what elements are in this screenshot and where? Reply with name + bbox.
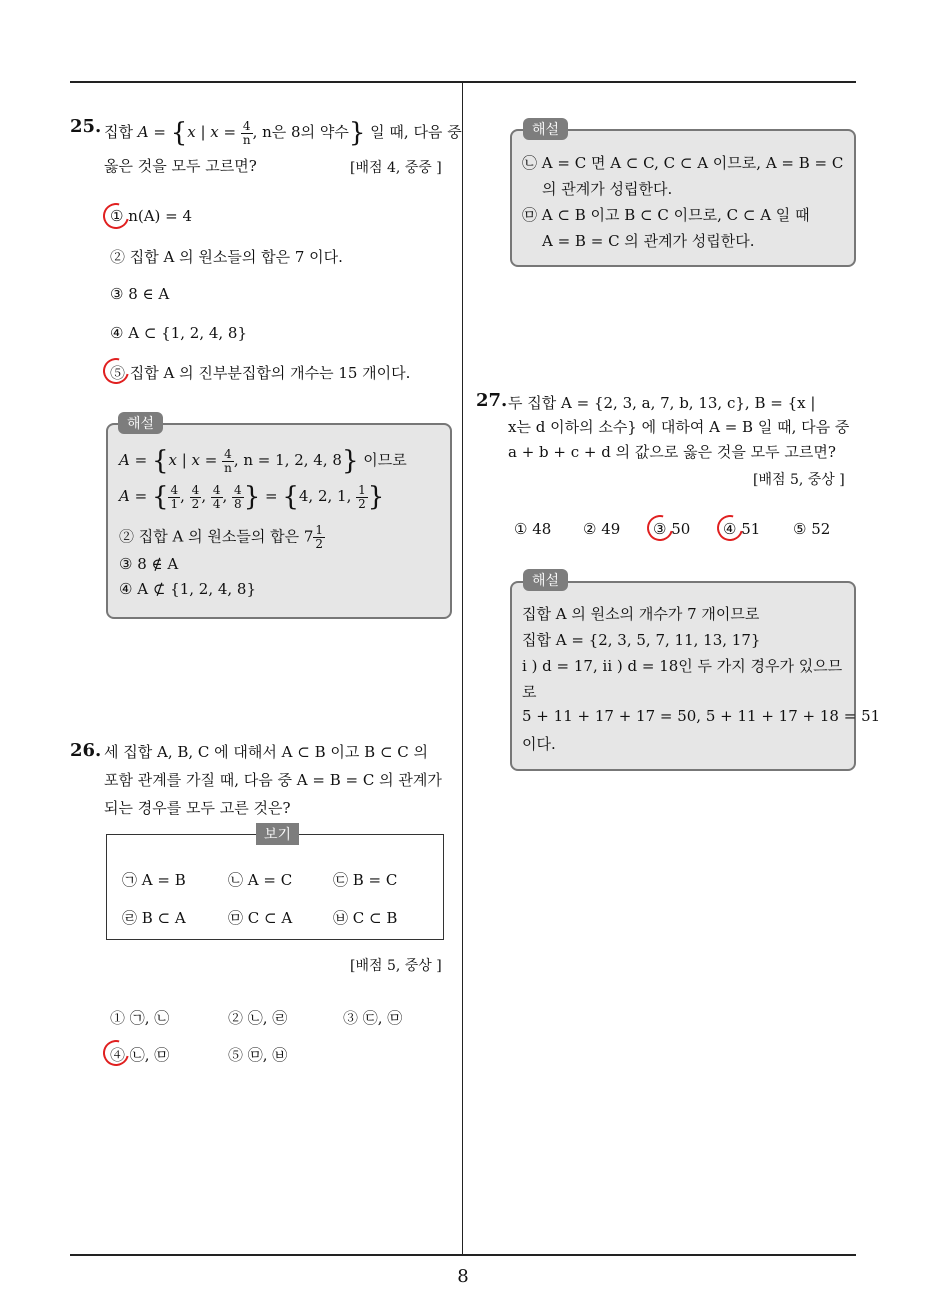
bottom-rule [70, 1254, 856, 1256]
q26-bogi-item-3: ㉢ B = C [333, 871, 398, 889]
q26-option-4[interactable]: ④ ㉡, ㉤ [110, 1046, 170, 1064]
q25-solution-tag: 해설 [118, 412, 163, 434]
q27-option-5[interactable]: ⑤ 52 [793, 520, 831, 538]
q27-stem-line3: a + b + c + d 의 값으로 옳은 것을 모두 고르면? [508, 443, 836, 461]
q27-sol-line3: i ) d = 17, ii ) d = 18인 두 가지 경우가 있으므 [522, 657, 843, 675]
q27-answer-mark-4 [712, 510, 748, 546]
q25-sol-line4: ③ 8 ∉ A [119, 555, 179, 573]
q25-sol-line2: A = { $\frac{4}{1}$ , $\frac{4}{2}$ , $\frac{4}{4}$ , $\frac{4}{8}$ } = {4, 2, 1, $\frac{1}{2}$ } [119, 482, 385, 512]
q26-sol-line1: ㉡ A = C 면 A ⊂ C, C ⊂ A 이므로, A = B = C [522, 154, 844, 172]
q25-answer-mark-5 [98, 353, 134, 389]
q27-stem-line2: x는 d 이하의 소수} 에 대하여 A = B 일 때, 다음 중 [508, 418, 850, 436]
q26-option-1[interactable]: ① ㉠, ㉡ [110, 1009, 170, 1027]
q27-option-3[interactable]: ③ 50 [653, 520, 691, 538]
q27-sol-line5: 5 + 11 + 17 + 17 = 50, 5 + 11 + 17 + 18 = 51 [522, 707, 881, 725]
q26-solution-tag: 해설 [523, 118, 568, 140]
q26-bogi-item-4: ㉣ B ⊂ A [122, 909, 186, 927]
q25-option-4[interactable]: ④ A ⊂ {1, 2, 4, 8} [110, 324, 248, 342]
q26-meta: [배점 5, 중상 ] [350, 958, 442, 974]
q26-bogi-item-5: ㉤ C ⊂ A [228, 909, 293, 927]
q25-stem-line1: 집합 A = {x | x = $\frac{4}{n}$ , n은 8의 약수} 일 때, 다음 중 [104, 118, 462, 148]
q27-sol-line2: 집합 A = {2, 3, 5, 7, 11, 13, 17} [522, 631, 761, 649]
q25-stem-line2: 옳은 것을 모두 고르면? [104, 157, 257, 175]
q26-bogi-tag: 보기 [256, 823, 299, 845]
q25-number: 25. [70, 116, 102, 137]
q26-stem-line2: 포함 관계를 가질 때, 다음 중 A = B = C 의 관계가 [104, 771, 442, 789]
q26-bogi-item-1: ㉠ A = B [122, 871, 186, 889]
q25-option-3[interactable]: ③ 8 ∈ A [110, 285, 170, 303]
q25-sol-line1: A = {x | x = $\frac{4}{n}$ , n = 1, 2, 4, 8} 이므로 [119, 446, 407, 476]
q25-sol-line3: ② 집합 A 의 원소들의 합은 7 $\frac{1}{2}$ [119, 523, 324, 551]
q27-answer-mark-3 [642, 510, 678, 546]
q26-number: 26. [70, 740, 102, 761]
q27-option-1[interactable]: ① 48 [514, 520, 552, 538]
q26-option-3[interactable]: ③ ㉢, ㉤ [343, 1009, 403, 1027]
q25-answer-mark-1 [98, 198, 134, 234]
q26-stem-line1: 세 집합 A, B, C 에 대해서 A ⊂ B 이고 B ⊂ C 의 [104, 743, 429, 761]
q26-bogi-item-6: ㉥ C ⊂ B [333, 909, 398, 927]
q27-sol-line1: 집합 A 의 원소의 개수가 7 개이므로 [522, 605, 760, 623]
q27-sol-line6: 이다. [522, 735, 556, 753]
q25-option-5[interactable]: ⑤ 집합 A 의 진부분집합의 개수는 15 개이다. [110, 364, 411, 382]
q27-number: 27. [476, 390, 508, 411]
q25-option-1[interactable]: ① n(A) = 4 [110, 207, 193, 225]
q26-sol-line2: 의 관계가 성립한다. [542, 180, 673, 198]
q26-sol-line3: ㉤ A ⊂ B 이고 B ⊂ C 이므로, C ⊂ A 일 때 [522, 206, 810, 224]
q26-option-5[interactable]: ⑤ ㉤, ㉥ [228, 1046, 288, 1064]
q27-option-4[interactable]: ④ 51 [723, 520, 761, 538]
q27-option-2[interactable]: ② 49 [583, 520, 621, 538]
q25-sol-line5: ④ A ⊄ {1, 2, 4, 8} [119, 580, 257, 598]
q27-sol-line4: 로 [522, 683, 537, 701]
top-rule [70, 81, 856, 83]
q27-stem-line1: 두 집합 A = {2, 3, a, 7, b, 13, c}, B = {x | [508, 394, 816, 412]
page-number: 8 [457, 1266, 469, 1287]
q25-option-2[interactable]: ② 집합 A 의 원소들의 합은 7 이다. [110, 248, 343, 266]
q26-stem-line3: 되는 경우를 모두 고른 것은? [104, 799, 291, 817]
q26-option-2[interactable]: ② ㉡, ㉣ [228, 1009, 288, 1027]
q26-bogi-item-2: ㉡ A = C [228, 871, 293, 889]
q27-meta: [배점 5, 중상 ] [753, 472, 845, 488]
column-divider [462, 82, 463, 1255]
q27-solution-tag: 해설 [523, 569, 568, 591]
q25-meta: [배점 4, 중중 ] [350, 160, 442, 176]
q26-sol-line4: A = B = C 의 관계가 성립한다. [542, 232, 755, 250]
q26-answer-mark-4 [98, 1035, 134, 1071]
